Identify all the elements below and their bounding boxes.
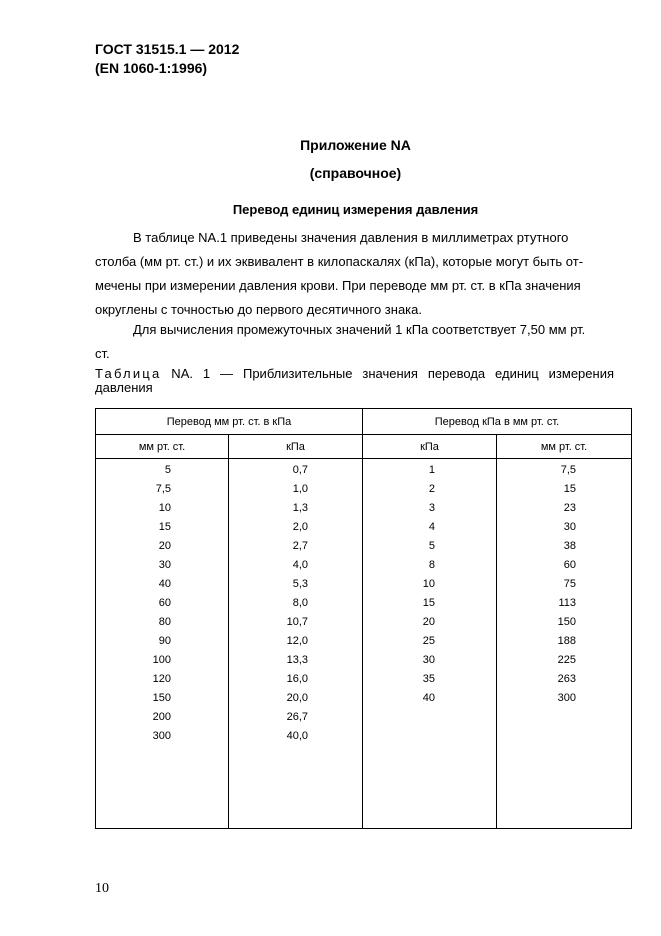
column-mmhg-values	[96, 459, 229, 829]
table-caption-label: Таблица	[95, 366, 162, 381]
table-cell-value: 60	[563, 559, 576, 571]
paragraph-line: округлены с точностью до первого десятичного знака.	[95, 302, 422, 317]
table-cell-value: 4	[428, 521, 435, 533]
table-cell-value: 10	[158, 502, 171, 514]
table-cell-value: 25	[422, 635, 435, 647]
table-cell-value: 60	[158, 597, 171, 609]
paragraph-intro	[95, 226, 614, 322]
table-cell-value: 80	[158, 616, 171, 628]
table-caption-text: NA. 1 — Приблизительные значения перевода единиц измерения давления	[95, 366, 614, 395]
table-cell-value: 20,0	[286, 692, 308, 704]
table-cell-value: 20	[158, 540, 171, 552]
table-cell-value: 13,3	[286, 654, 308, 666]
table-cell-value: 2,7	[292, 540, 308, 552]
table-cell-value: 5	[428, 540, 435, 552]
table-cell-value: 15	[158, 521, 171, 533]
table-cell-value: 90	[158, 635, 171, 647]
paragraph-line: мечены при измерении давления крови. При переводе мм рт. ст. в кПа значения	[95, 278, 581, 293]
table-cell-value: 2	[428, 483, 435, 495]
table-cell-value: 30	[158, 559, 171, 571]
table-cell-value: 263	[557, 673, 576, 685]
column-header-mmhg: мм рт. ст.	[96, 435, 229, 459]
appendix-title: Приложение NA	[300, 137, 411, 153]
table-cell-value: 40,0	[286, 730, 308, 742]
table-cell-value: 20	[422, 616, 435, 628]
column-header-mmhg: мм рт. ст.	[497, 435, 632, 459]
table-cell-value: 15	[563, 483, 576, 495]
table-caption	[95, 367, 614, 395]
column-kpa-values	[363, 459, 497, 829]
table-cell-value: 40	[158, 578, 171, 590]
table-cell-value: 1,0	[292, 483, 308, 495]
table-cell-value: 30	[422, 654, 435, 666]
table-cell-value: 150	[152, 692, 171, 704]
column-mmhg-values	[497, 459, 632, 829]
table-cell-value: 23	[563, 502, 576, 514]
column-header-kpa: кПа	[363, 435, 497, 459]
table-cell-value: 300	[557, 692, 576, 704]
table-cell-value: 15	[422, 597, 435, 609]
standard-number: ГОСТ 31515.1 — 2012	[95, 41, 240, 57]
appendix-type: (справочное)	[309, 165, 402, 181]
table-cell-value: 113	[558, 597, 576, 609]
table-cell-value: 100	[152, 654, 171, 666]
section-title: Перевод единиц измерения давления	[232, 202, 479, 217]
group-header-mmhg-to-kpa: Перевод мм рт. ст. в кПа	[96, 409, 363, 435]
table-cell-value: 30	[563, 521, 576, 533]
paragraph-note	[95, 318, 614, 366]
paragraph-line: В таблице NA.1 приведены значения давления в миллиметрах ртутного	[133, 230, 569, 245]
table-cell-value: 1,3	[292, 502, 308, 514]
table-cell-value: 75	[563, 578, 576, 590]
table-cell-value: 10	[422, 578, 435, 590]
table-cell-value: 200	[152, 711, 171, 723]
table-cell-value: 150	[557, 616, 576, 628]
table-cell-value: 16,0	[286, 673, 308, 685]
table-cell-value: 35	[422, 673, 435, 685]
table-cell-value: 5	[164, 464, 171, 476]
table-cell-value: 2,0	[292, 521, 308, 533]
column-kpa-values	[229, 459, 363, 829]
table-cell-value: 38	[563, 540, 576, 552]
table-cell-value: 1	[428, 464, 435, 476]
table-cell-value: 40	[422, 692, 435, 704]
paragraph-line: столба (мм рт. ст.) и их эквивалент в килопаскалях (кПа), которые могут быть от-	[95, 254, 584, 269]
table-cell-value: 120	[152, 673, 171, 685]
equivalent-standard: (EN 1060-1:1996)	[95, 60, 208, 76]
table-cell-value: 5,3	[292, 578, 308, 590]
table-cell-value: 4,0	[292, 559, 308, 571]
paragraph-line: Для вычисления промежуточных значений 1 кПа соответствует 7,50 мм рт.	[133, 322, 586, 337]
table-cell-value: 8	[428, 559, 435, 571]
table-cell-value: 12,0	[286, 635, 308, 647]
table-cell-value: 26,7	[286, 711, 308, 723]
table-cell-value: 188	[557, 635, 576, 647]
group-header-kpa-to-mmhg: Перевод кПа в мм рт. ст.	[363, 409, 632, 435]
table-cell-value: 8,0	[292, 597, 308, 609]
table-cell-value: 300	[152, 730, 171, 742]
page-number: 10	[95, 881, 109, 896]
table-cell-value: 7,5	[155, 483, 171, 495]
table-cell-value: 10,7	[286, 616, 308, 628]
table-cell-value: 0,7	[292, 464, 308, 476]
table-cell-value: 3	[428, 502, 435, 514]
conversion-table	[95, 408, 632, 829]
column-header-kpa: кПа	[229, 435, 363, 459]
table-cell-value: 225	[557, 654, 576, 666]
paragraph-line: ст.	[95, 346, 110, 361]
table-cell-value: 7,5	[560, 464, 576, 476]
